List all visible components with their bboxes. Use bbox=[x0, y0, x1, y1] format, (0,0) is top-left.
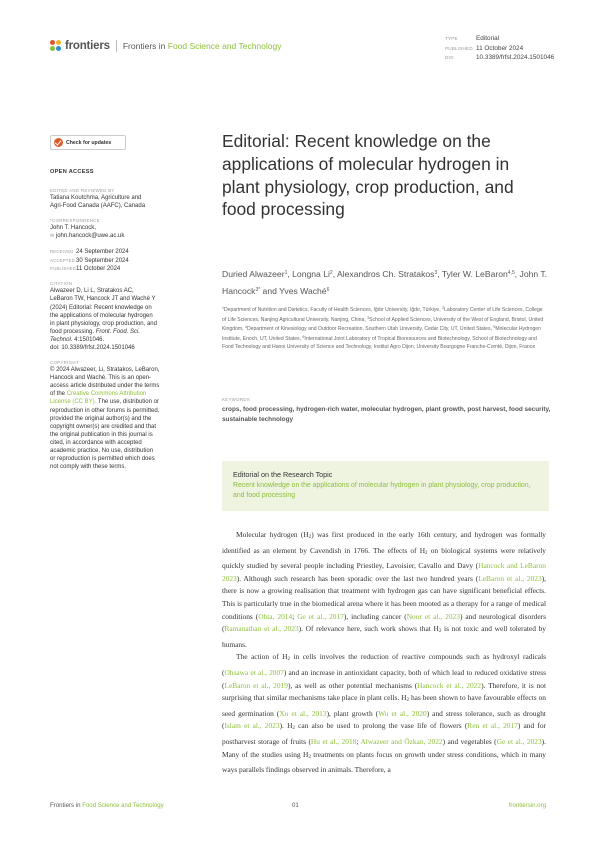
edited-by-section bbox=[50, 188, 205, 210]
footer-journal: Frontiers in Food Science and Technology bbox=[50, 802, 164, 809]
date-published: PUBLISHED11 October 2024 bbox=[50, 266, 121, 273]
correspondence-section bbox=[50, 218, 205, 240]
citation-link[interactable]: LeBaron et al., 2023 bbox=[478, 573, 542, 583]
citation-link[interactable]: Wu et al., 2020 bbox=[378, 708, 427, 718]
citation-link[interactable]: Ohsawa et al., 2007 bbox=[224, 667, 284, 677]
copyright-rest: The use, distribution or reproduction in other forums is permitted, provided the original author(s) and the copyright owner(s) are credited and that the original publication in this journal is cited, in accordance with accepted academic practice. No use, distribution or reproduction is permitted which does not comply with these terms. bbox=[50, 399, 160, 471]
subscript: 2 bbox=[292, 726, 295, 732]
citation-link[interactable]: Xu et al., 2013 bbox=[279, 708, 327, 718]
frontiers-logo-icon bbox=[50, 40, 62, 52]
citation-link[interactable]: Noor et al., 2023 bbox=[406, 611, 460, 621]
meta-published: PUBLISHED 11 October 2024 bbox=[445, 44, 524, 52]
keywords: crops, food processing, hydrogen-rich water, molecular hydrogen, plant growth, post harvest, food security, sustainable technology bbox=[222, 406, 551, 423]
subscript: 2 bbox=[308, 754, 311, 760]
affiliation-text: Molecular Hydrogen Institute, Enoch, UT, United States, bbox=[222, 326, 541, 343]
author-affiliation-marker: 4,5 bbox=[507, 270, 515, 276]
article-body bbox=[222, 529, 546, 777]
dates-section bbox=[50, 248, 205, 273]
edited-by-value: Tatiana Koutchma, Agriculture and Agri-Food Canada (AAFC), Canada bbox=[50, 195, 146, 210]
author-name[interactable]: Longna Li$^2$ bbox=[292, 269, 333, 279]
affiliation-marker: 2 bbox=[442, 306, 445, 310]
affiliation-marker: 3 bbox=[367, 315, 370, 320]
article-meta bbox=[445, 34, 554, 63]
citation-journal: Front. Food. Sci. Technol. bbox=[50, 328, 141, 343]
cc-license-link[interactable]: Creative Commons Attribution License (CC BY). bbox=[50, 391, 147, 406]
journal-accent: Food Science and Technology bbox=[167, 41, 282, 51]
subscript: 2 bbox=[438, 629, 442, 635]
affiliation-marker: 4 bbox=[244, 325, 247, 330]
affiliation-list bbox=[222, 305, 547, 352]
citation-link[interactable]: Ramanathan et al., 2023 bbox=[224, 624, 299, 634]
subscript: 2 bbox=[406, 698, 409, 704]
citation-link[interactable]: LeBaron et al., 2019 bbox=[224, 680, 288, 690]
author-name[interactable]: Tyler W. LeBaron$^{4,5}$ bbox=[441, 269, 515, 279]
citation-section bbox=[50, 281, 158, 352]
citation-link[interactable]: Hancock and LeBaron 2023 bbox=[222, 561, 546, 583]
citation-link[interactable]: Ohta, 2014 bbox=[258, 611, 293, 621]
citation-text: Alwazeer D, Li L, Stratakos AC, LeBaron TW, Hancock JT and Waché Y (2024) Editorial: Recent knowledge on the applications of molecular hydrogen in plant physiology, crop production, and food processing. bbox=[50, 288, 157, 335]
journal-prefix: Frontiers in bbox=[122, 41, 166, 51]
citation-label: CITATION bbox=[50, 281, 73, 287]
copyright-label: COPYRIGHT bbox=[50, 360, 79, 366]
open-access-label: OPEN ACCESS bbox=[50, 169, 94, 175]
affiliation-text: School of Applied Sciences, University of the West of England, Bristol, United Kingdom, bbox=[222, 316, 544, 333]
author-affiliation-marker: 6 bbox=[326, 286, 330, 293]
author-affiliation-marker: 3* bbox=[255, 286, 261, 293]
body-paragraph: Molecular hydrogen $(H_2)$ was first produced in the early 16th century, and hydrogen was formally identified as an element by Cavendish in 1766. The effects of $H_2$ on biological systems were relatively quickly studied by several people including Priestley, Lavoisier, Cavallo and Davy (Hancock and LeBaron 2023). Although such research has been sporadic over the last two hundred years (LeBaron et al., 2023), there is now a growing realisation that treatment with hydrogen gas can have significant beneficial effects. This is particularly true in the biomedical arena where it has been mooted as a therapy for a range of medical conditions (Ohta, 2014; Ge et al., 2017), including cancer (Noor et al., 2023) and neurological disorders (Ramanathan et al., 2023). Of relevance here, such work shows that $H_2$ is not toxic and well tolerated by humans. bbox=[222, 530, 546, 649]
author-name[interactable]: Yves Waché$^6$ bbox=[279, 285, 330, 296]
checkmark-icon bbox=[54, 138, 63, 147]
citation-link[interactable]: Ge et al., 2023 bbox=[496, 736, 542, 746]
author-affiliation-marker: 2 bbox=[329, 270, 333, 276]
meta-doi[interactable]: DOI 10.3389/frfst.2024.1501046 bbox=[445, 54, 555, 62]
subscript: 2 bbox=[425, 550, 428, 556]
article-title: Editorial: Recent knowledge on the applications of molecular hydrogen in plant physiology, crop production, and food processing bbox=[222, 131, 514, 220]
logo-divider bbox=[116, 40, 117, 52]
affiliation-text: Department of Kinesiology and Outdoor Recreation, Southern Utah University, Cedar City, UT, United States, bbox=[246, 326, 494, 333]
affiliation-marker: 1 bbox=[222, 306, 224, 310]
check-for-updates-button[interactable] bbox=[50, 135, 126, 150]
journal-name bbox=[123, 41, 282, 51]
research-topic-box bbox=[222, 461, 549, 511]
author-name[interactable]: Alexandros Ch. Stratakos$^3$ bbox=[337, 269, 438, 279]
correspondence-email-row[interactable] bbox=[50, 232, 205, 240]
frontiers-logo bbox=[50, 40, 281, 52]
correspondence-label: *CORRESPONDENCE bbox=[50, 218, 100, 224]
research-topic-heading: Editorial on the Research Topic bbox=[233, 470, 333, 479]
author-affiliation-marker: 1 bbox=[284, 270, 288, 276]
citation-link[interactable]: Hu et al., 2018 bbox=[310, 736, 357, 746]
meta-type: TYPE Editorial bbox=[445, 35, 500, 42]
email-icon: ✉ bbox=[50, 233, 55, 240]
logo-wordmark: frontiers bbox=[65, 40, 110, 52]
copyright-section bbox=[50, 360, 160, 471]
citation-doi[interactable]: doi: 10.3389/frfst.2024.1501046 bbox=[50, 345, 135, 352]
article-sidebar bbox=[50, 168, 205, 479]
check-updates-label: Check for updates bbox=[66, 139, 112, 146]
affiliation-text: International Joint Laboratory of Tropical Bioresources and Biotechnology, School of Biotechnology and Food Technology and Hanoi University of Science and Technology, Institut Agro Dijon, University Bourgogne Franche-Comté, Dijon, France bbox=[222, 336, 537, 350]
affiliation-text: Department of Nutrition and Dietetics, Faculty of Health Sciences, Iğdır University, Iğdır, Türkiye, bbox=[224, 307, 443, 313]
body-paragraph: The action of $H_2$ in cells involves the reduction of reactive compounds such as hydroxyl radicals (Ohsawa et al., 2007) and an increase in antioxidant capacity, both of which lead to reduced oxidative stress (LeBaron et al., 2019), as well as other potential mechanisms (Hancock et al., 2022). Therefore, it is not surprising that similar mechanisms take place in plant cells. $H_2$ has been shown to have favourable effects on seed germination (Xu et al., 2013), plant growth (Wu et al., 2020) and stress tolerance, such as drought (Islam et al., 2023). $H_2$ can also be used to prolong the vase life of flowers (Ren et al., 2017) and for postharvest storage of fruits (Hu et al., 2018; Alwazeer and Özkan, 2022) and vegetables (Ge et al., 2023). Many of the studies using $H_2$ treatments on plants focus on growth under stress conditions, which in many ways parallels findings observed in animals. Therefore, a bbox=[222, 652, 547, 775]
citation-volume: 4:1501046. bbox=[74, 336, 105, 343]
citation-link[interactable]: Ge et al., 2017 bbox=[297, 611, 344, 621]
correspondence-name: John T. Hancock, bbox=[50, 225, 96, 232]
citation-link[interactable]: Hancock et al., 2022 bbox=[417, 680, 482, 690]
page-number: 01 bbox=[292, 802, 299, 809]
keywords-label: KEYWORDS bbox=[222, 397, 251, 402]
date-accepted: ACCEPTED30 September 2024 bbox=[50, 257, 129, 264]
citation-link[interactable]: Alwazeer and Özkan, 2022 bbox=[360, 736, 443, 746]
subscript: 2 bbox=[287, 657, 290, 663]
author-name[interactable]: Duried Alwazeer$^1$ bbox=[222, 269, 288, 279]
copyright-text: © 2024 Alwazeer, Li, Stratakos, LeBaron, Hancock and Waché. This is an open-access article distributed under the terms of the bbox=[50, 367, 160, 398]
author-list: Duried Alwazeer$^1$, Longna Li$^2$, Alexandros Ch. Stratakos$^3$, Tyler W. LeBaron$^{4,5}$, John T. Hancock$^{3*}$ and Yves Waché$^6$ bbox=[222, 269, 548, 296]
author-affiliation-marker: 3 bbox=[434, 270, 438, 276]
subscript: 2 bbox=[308, 535, 312, 540]
correspondence-email[interactable]: john.hancock@uwe.ac.uk bbox=[55, 233, 125, 240]
affiliation-text: Laboratory Center of Life Sciences, College of Life Sciences, Nanjing Agricultural University, Nanjing, China, bbox=[222, 307, 543, 323]
citation-link[interactable]: Islam et al., 2023 bbox=[224, 721, 280, 731]
citation-link[interactable]: Ren et al., 2017 bbox=[467, 721, 518, 731]
affiliation-marker: 5 bbox=[493, 325, 496, 330]
research-topic-link[interactable]: Recent knowledge on the applications of molecular hydrogen in plant physiology, crop production, and food processing bbox=[233, 482, 531, 499]
affiliation-marker: 6 bbox=[302, 335, 305, 340]
date-received: RECEIVED 24 September 2024 bbox=[50, 249, 129, 256]
footer-site-link[interactable]: frontiersin.org bbox=[508, 802, 546, 809]
author-name[interactable]: John T. Hancock$^{3*}$ bbox=[222, 269, 548, 296]
edited-by-label: EDITED AND REVIEWED BY bbox=[50, 188, 115, 194]
